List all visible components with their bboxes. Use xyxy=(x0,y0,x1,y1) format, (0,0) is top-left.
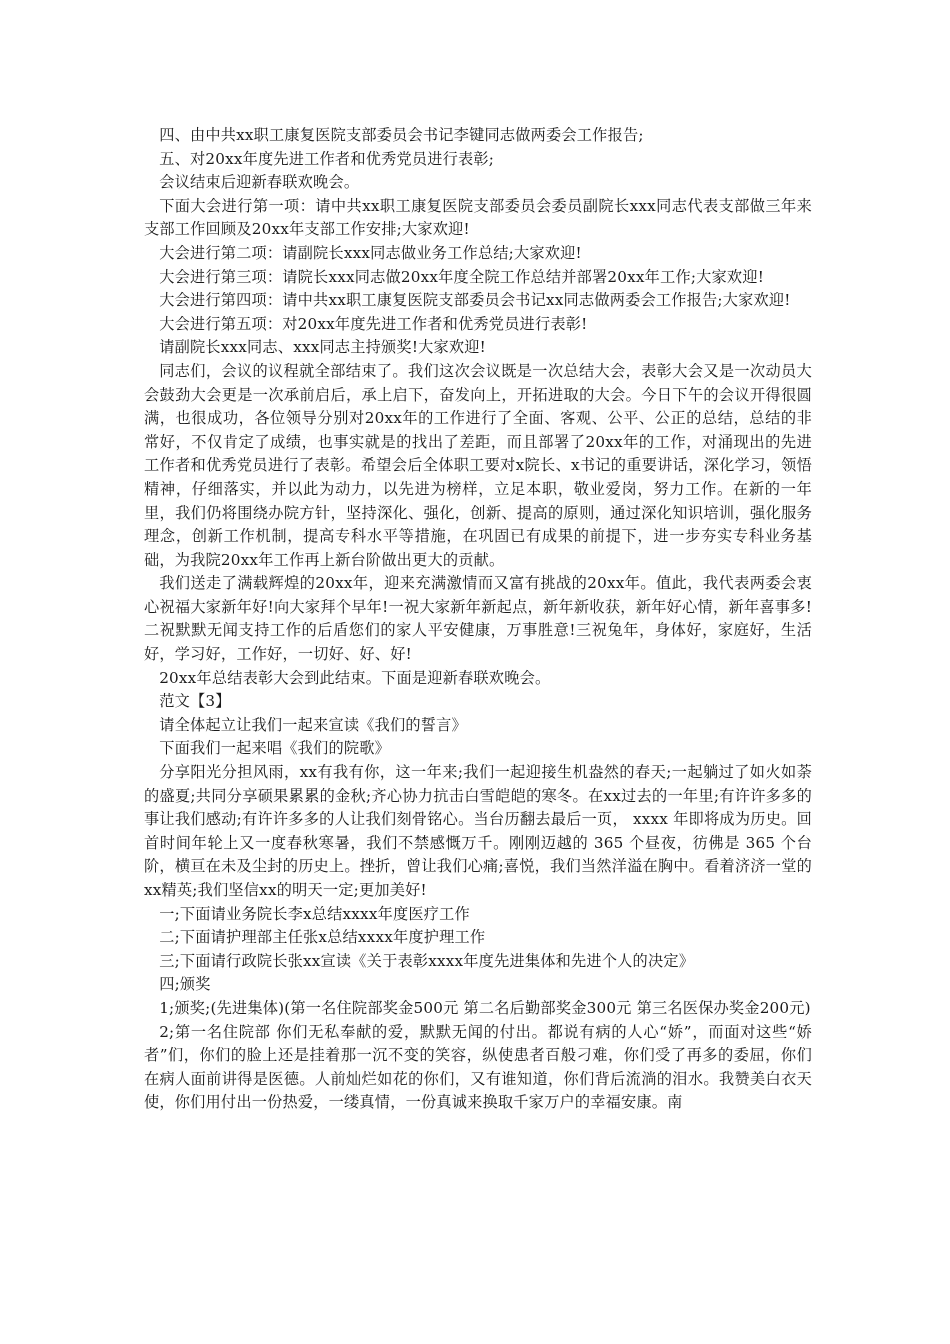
paragraph-step-4: 四;颁奖 xyxy=(159,975,211,994)
paragraph-item-1: 下面大会进行第一项：请中共xx职工康复医院支部委员会委员副院长xxx同志代表支部做三年来支部工作回顾及20xx年支部工作安排;大家欢迎! xyxy=(144,196,812,239)
paragraph-award-host: 请副院长xxx同志、xxx同志主持颁奖!大家欢迎! xyxy=(159,338,486,357)
paragraph-agenda-closing: 会议结束后迎新春联欢晚会。 xyxy=(159,173,360,192)
paragraph-item-4: 大会进行第四项：请中共xx职工康复医院支部委员会书记xx同志做两委会工作报告;大家欢迎! xyxy=(159,291,791,310)
paragraph-agenda-4: 四、由中共xx职工康复医院支部委员会书记李键同志做两委会工作报告; xyxy=(159,126,644,144)
paragraph-item-3: 大会进行第三项：请院长xxx同志做20xx年度全院工作总结并部署20xx年工作;大家欢迎! xyxy=(159,267,765,286)
paragraph-step-2: 二;下面请护理部主任张x总结xxxx年度护理工作 xyxy=(159,928,486,947)
paragraph-oath: 请全体起立让我们一起来宣读《我们的誓言》 xyxy=(159,715,467,734)
paragraph-new-year-wishes: 我们送走了满载辉煌的20xx年，迎来充满激情而又富有挑战的20xx年。值此，我代表两委会衷心祝福大家新年好!向大家拜个早年!一祝大家新年新起点，新年新收获，新年好心情，新年喜事多!二祝默默无闻支持工作的后盾您们的家人平安健康，万事胜意!三祝兔年，身体好，家庭好，生活好，学习好，工作好，一切好、好、好! xyxy=(144,574,812,664)
paragraph-step-3: 三;下面请行政院长张xx宣读《关于表彰xxxx年度先进集体和先进个人的决定》 xyxy=(159,951,695,970)
document-body xyxy=(144,124,812,1115)
paragraph-meeting-end: 20xx年总结表彰大会到此结束。下面是迎新春联欢晚会。 xyxy=(159,668,551,687)
paragraph-agenda-5: 五、对20xx年度先进工作者和优秀党员进行表彰; xyxy=(159,149,495,168)
paragraph-award-collective: 1;颁奖;(先进集体)(第一名住院部奖金500元 第二名后勤部奖金300元 第三名医保办奖金200元) xyxy=(159,998,811,1017)
paragraph-step-1: 一;下面请业务院长李x总结xxxx年度医疗工作 xyxy=(159,904,470,923)
paragraph-hospital-song: 下面我们一起来唱《我们的院歌》 xyxy=(159,739,390,758)
paragraph-item-2: 大会进行第二项：请副院长xxx同志做业务工作总结;大家欢迎! xyxy=(159,243,582,262)
paragraph-item-5: 大会进行第五项：对20xx年度先进工作者和优秀党员进行表彰! xyxy=(159,314,588,333)
paragraph-summary: 同志们，会议的议程就全部结束了。我们这次会议既是一次总结大会，表彰大会又是一次动员大会鼓劲大会更是一次承前启后，承上启下，奋发向上，开拓进取的大会。今日下午的会议开得很圆满，也很成功，各位领导分别对20xx年的工作进行了全面、客观、公平、公正的总结，总结的非常好，不仅肯定了成绩，也事实就是的找出了差距，而且部署了20xx年的工作，对涌现出的先进工作者和优秀党员进行了表彰。希望会后全体职工要对x院长、x书记的重要讲话，深化学习，领悟精神，仔细落实，并以此为动力，以先进为榜样，立足本职，敬业爱岗，努力工作。在新的一年里，我们仍将围绕办院方针，坚持深化、强化，创新、提高的原则，通过深化知识培训，强化服务理念，创新工作机制，提高专科水平等措施，在巩固已有成果的前提下，进一步夯实专科业务基础，为我院20xx年工作再上新台阶做出更大的贡献。 xyxy=(144,361,812,569)
paragraph-award-inpatient: 2;第一名住院部 你们无私奉献的爱，默默无闻的付出。都说有病的人心“娇”，而面对这些“娇者”们，你们的脸上还是挂着那一沉不变的笑容，纵使患者百般刁难，你们受了再多的委屈，你们在病人面前讲得是医德。人前灿烂如花的你们，又有谁知道，你们背后流淌的泪水。我赞美白衣天使，你们用付出一份热爱，一缕真情，一份真诚来换取千家万户的幸福安康。南 xyxy=(144,1022,812,1112)
paragraph-year-review: 分享阳光分担风雨，xx有我有你，这一年来;我们一起迎接生机盎然的春天;一起躺过了如火如荼的盛夏;共同分享硕果累累的金秋;齐心协力抗击白雪皑皑的寒冬。在xx过去的一年里;有许许多多的事让我们感动;有许许多多的人让我们刻骨铭心。当台历翻去最后一页， xxxx 年即将成为历史。回首时间年轮上又一度春秋寒暑，我们不禁感慨万千。刚刚迈越的 365 个昼夜，彷佛是 365 个台阶，横亘在未及尘封的历史上。挫折，曾让我们心痛;喜悦，我们当然洋溢在胸中。看着济济一堂的xx精英;我们坚信xx的明天一定;更加美好! xyxy=(144,763,812,899)
section-heading-sample-3: 范文【3】 xyxy=(159,692,231,711)
